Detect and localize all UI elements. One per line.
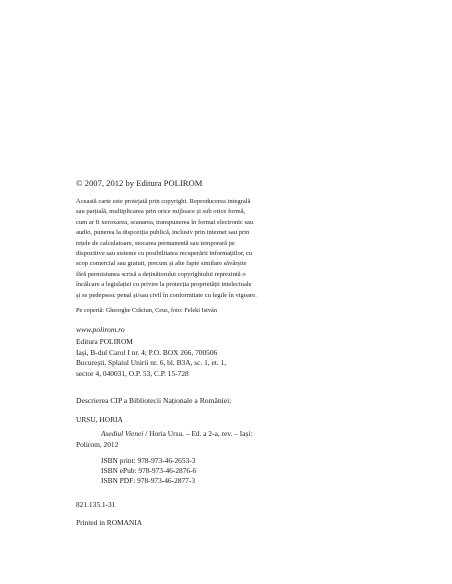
cover-credit: Pe copertă: Gheorghe Crăciun, Ceus, foto: Feleki István — [76, 307, 218, 315]
bibliographic-details: / Horia Ursu. – Ed. a 2-a, rev. – Iași: — [143, 429, 253, 439]
publisher-website-link[interactable]: www.polirom.ro — [76, 325, 125, 335]
legal-notice-line: Această carte este protejată prin copyright. Reproducerea integrală — [76, 198, 251, 205]
bibliographic-line-2: Polirom, 2012 — [76, 440, 119, 450]
book-title: Asediul Vienei — [101, 429, 144, 439]
legal-notice-line: rețele de calculatoare, stocarea permanentă sau temporară pe — [76, 239, 235, 247]
udc-code: 821.135.1-31 — [76, 499, 116, 509]
isbn-epub: ISBN ePub: 978-973-46-2876-6 — [101, 466, 197, 476]
legal-notice — [76, 197, 372, 301]
copyright-line: © 2007, 2012 by Editura POLIROM — [76, 178, 203, 188]
address-line: București, Splaiul Unirii nr. 6, bl. B3A, sc. 1, et. 1, — [76, 358, 227, 368]
publisher-address — [76, 337, 372, 379]
legal-notice-line: dispozitive sau sisteme cu posibilitatea recuperării informațiilor, cu — [76, 250, 253, 258]
isbn-list — [76, 456, 372, 487]
address-line: sector 4, 040031, O.P. 53, C.P. 15-728 — [76, 368, 189, 378]
legal-notice-line: fără permisiunea scrisă a deținătorului copyrightului reprezintă o — [76, 270, 246, 278]
legal-notice-line: și se pedepsesc penal și/sau civil în conformitate cu legile în vigoare. — [76, 291, 257, 299]
legal-notice-line: scop comercial sau gratuit, precum și alte fapte similare săvârșite — [76, 260, 247, 268]
bibliographic-entry — [76, 429, 372, 450]
address-line: Iași, B-dul Carol I nr. 4; P.O. BOX 266, 700506 — [76, 347, 218, 357]
publisher-name: Editura POLIROM — [76, 337, 133, 347]
legal-notice-line: sau parțială, multiplicarea prin orice mijloace și sub orice formă, — [76, 208, 246, 216]
cip-title: Descrierea CIP a Bibliotecii Naționale a României: — [76, 396, 232, 406]
printed-in: Printed in ROMANIA — [76, 517, 143, 527]
legal-notice-line: cum ar fi xeroxarea, scanarea, transpunerea în format electronic sau — [76, 218, 254, 226]
legal-notice-line: încălcare a legislației cu privire la protecția proprietății intelectuale — [76, 281, 252, 289]
copyright-page — [76, 178, 372, 528]
author-heading: URSU, HORIA — [76, 415, 123, 425]
legal-notice-line: audio, punerea la dispoziția publică, inclusiv prin internet sau prin — [76, 229, 250, 237]
isbn-print: ISBN print: 978-973-46-2653-3 — [101, 455, 196, 465]
bibliographic-line-1 — [76, 429, 372, 440]
isbn-pdf: ISBN PDF: 978-973-46-2877-3 — [101, 476, 196, 486]
